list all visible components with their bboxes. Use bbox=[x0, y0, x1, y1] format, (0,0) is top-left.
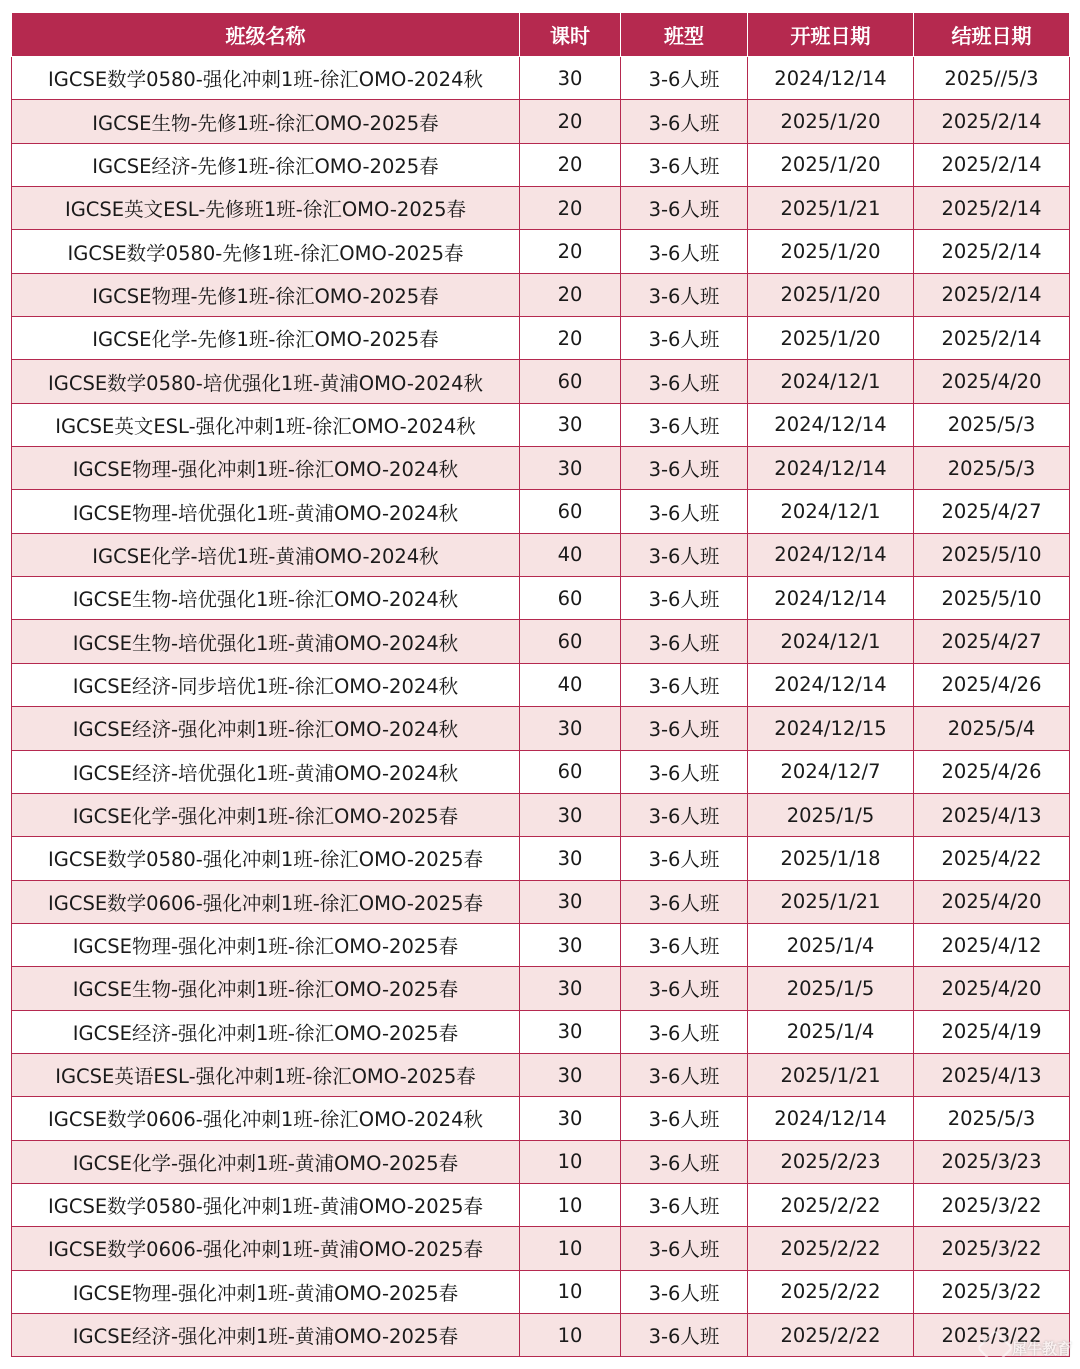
cell-end-date: 2025/5/4 bbox=[914, 707, 1070, 750]
cell-class-type: 3-6人班 bbox=[621, 230, 748, 273]
cell-end-date: 2025/3/23 bbox=[914, 1140, 1070, 1183]
cell-end-date: 2025/4/22 bbox=[914, 837, 1070, 880]
cell-class-type: 3-6人班 bbox=[621, 317, 748, 360]
table-row bbox=[12, 57, 1070, 100]
cell-end-date: 2025/3/22 bbox=[914, 1183, 1070, 1226]
cell-class-name: IGCSE数学0580-培优强化1班-黄浦OMO-2024秋 bbox=[12, 360, 520, 403]
cell-class-name: IGCSE化学-培优1班-黄浦OMO-2024秋 bbox=[12, 533, 520, 576]
cell-start-date: 2024/12/14 bbox=[748, 403, 914, 446]
cell-class-name: IGCSE化学-强化冲刺1班-徐汇OMO-2025春 bbox=[12, 793, 520, 836]
cell-start-date: 2025/1/20 bbox=[748, 273, 914, 316]
cell-hours: 30 bbox=[520, 707, 621, 750]
header-row bbox=[12, 13, 1070, 57]
cell-class-type: 3-6人班 bbox=[621, 707, 748, 750]
table-row bbox=[12, 230, 1070, 273]
cell-hours: 10 bbox=[520, 1227, 621, 1270]
table-row bbox=[12, 1227, 1070, 1270]
cell-class-name: IGCSE物理-先修1班-徐汇OMO-2025春 bbox=[12, 273, 520, 316]
table-row bbox=[12, 447, 1070, 490]
cell-hours: 20 bbox=[520, 317, 621, 360]
cell-start-date: 2025/1/21 bbox=[748, 1053, 914, 1096]
table-row bbox=[12, 1010, 1070, 1053]
cell-end-date: 2025/2/14 bbox=[914, 230, 1070, 273]
cell-class-name: IGCSE化学-先修1班-徐汇OMO-2025春 bbox=[12, 317, 520, 360]
cell-class-type: 3-6人班 bbox=[621, 1097, 748, 1140]
cell-class-type: 3-6人班 bbox=[621, 1227, 748, 1270]
cell-hours: 60 bbox=[520, 360, 621, 403]
cell-end-date: 2025/4/26 bbox=[914, 750, 1070, 793]
cell-start-date: 2024/12/14 bbox=[748, 663, 914, 706]
cell-class-name: IGCSE经济-同步培优1班-徐汇OMO-2024秋 bbox=[12, 663, 520, 706]
table-row bbox=[12, 750, 1070, 793]
cell-class-type: 3-6人班 bbox=[621, 273, 748, 316]
cell-class-name: IGCSE经济-强化冲刺1班-徐汇OMO-2024秋 bbox=[12, 707, 520, 750]
cell-class-type: 3-6人班 bbox=[621, 1270, 748, 1313]
table-row bbox=[12, 1140, 1070, 1183]
cell-class-type: 3-6人班 bbox=[621, 620, 748, 663]
cell-class-name: IGCSE数学0606-强化冲刺1班-徐汇OMO-2025春 bbox=[12, 880, 520, 923]
table-row bbox=[12, 1053, 1070, 1096]
cell-class-type: 3-6人班 bbox=[621, 750, 748, 793]
cell-hours: 30 bbox=[520, 403, 621, 446]
cell-hours: 30 bbox=[520, 793, 621, 836]
table-row bbox=[12, 1313, 1070, 1356]
cell-class-type: 3-6人班 bbox=[621, 1140, 748, 1183]
cell-hours: 40 bbox=[520, 663, 621, 706]
cell-start-date: 2024/12/1 bbox=[748, 490, 914, 533]
table-row bbox=[12, 317, 1070, 360]
cell-hours: 30 bbox=[520, 967, 621, 1010]
cell-start-date: 2024/12/15 bbox=[748, 707, 914, 750]
cell-class-name: IGCSE英文ESL-强化冲刺1班-徐汇OMO-2024秋 bbox=[12, 403, 520, 446]
header-hours: 课时 bbox=[520, 13, 621, 57]
cell-start-date: 2025/2/22 bbox=[748, 1270, 914, 1313]
cell-hours: 30 bbox=[520, 447, 621, 490]
cell-hours: 20 bbox=[520, 100, 621, 143]
cell-end-date: 2025/3/22 bbox=[914, 1313, 1070, 1356]
cell-hours: 60 bbox=[520, 490, 621, 533]
cell-class-name: IGCSE数学0606-强化冲刺1班-徐汇OMO-2024秋 bbox=[12, 1097, 520, 1140]
cell-class-type: 3-6人班 bbox=[621, 880, 748, 923]
cell-end-date: 2025/4/12 bbox=[914, 923, 1070, 966]
header-start-date: 开班日期 bbox=[748, 13, 914, 57]
cell-end-date: 2025/2/14 bbox=[914, 317, 1070, 360]
cell-class-type: 3-6人班 bbox=[621, 360, 748, 403]
cell-hours: 30 bbox=[520, 880, 621, 923]
cell-end-date: 2025/5/3 bbox=[914, 447, 1070, 490]
table-row bbox=[12, 620, 1070, 663]
table-header bbox=[12, 13, 1070, 57]
cell-hours: 10 bbox=[520, 1140, 621, 1183]
table-row bbox=[12, 1183, 1070, 1226]
cell-end-date: 2025/2/14 bbox=[914, 143, 1070, 186]
table-row bbox=[12, 1270, 1070, 1313]
cell-class-name: IGCSE数学0580-先修1班-徐汇OMO-2025春 bbox=[12, 230, 520, 273]
logo-icon bbox=[977, 1330, 1014, 1367]
cell-class-name: IGCSE经济-强化冲刺1班-徐汇OMO-2025春 bbox=[12, 1010, 520, 1053]
cell-class-name: IGCSE物理-培优强化1班-黄浦OMO-2024秋 bbox=[12, 490, 520, 533]
table-row bbox=[12, 533, 1070, 576]
cell-class-name: IGCSE经济-培优强化1班-黄浦OMO-2024秋 bbox=[12, 750, 520, 793]
cell-end-date: 2025/4/13 bbox=[914, 1053, 1070, 1096]
cell-class-name: IGCSE英文ESL-先修班1班-徐汇OMO-2025春 bbox=[12, 187, 520, 230]
table-row bbox=[12, 837, 1070, 880]
cell-end-date: 2025/5/3 bbox=[914, 403, 1070, 446]
cell-end-date: 2025/3/22 bbox=[914, 1227, 1070, 1270]
cell-hours: 20 bbox=[520, 143, 621, 186]
cell-class-type: 3-6人班 bbox=[621, 100, 748, 143]
table-row bbox=[12, 967, 1070, 1010]
table-row bbox=[12, 490, 1070, 533]
cell-start-date: 2025/1/20 bbox=[748, 317, 914, 360]
cell-class-type: 3-6人班 bbox=[621, 1183, 748, 1226]
cell-class-name: IGCSE数学0580-强化冲刺1班-黄浦OMO-2025春 bbox=[12, 1183, 520, 1226]
cell-class-type: 3-6人班 bbox=[621, 1053, 748, 1096]
cell-start-date: 2025/1/5 bbox=[748, 793, 914, 836]
cell-class-name: IGCSE经济-强化冲刺1班-黄浦OMO-2025春 bbox=[12, 1313, 520, 1356]
cell-class-type: 3-6人班 bbox=[621, 490, 748, 533]
cell-hours: 30 bbox=[520, 1097, 621, 1140]
cell-start-date: 2025/2/23 bbox=[748, 1140, 914, 1183]
cell-start-date: 2025/2/22 bbox=[748, 1227, 914, 1270]
header-class-type: 班型 bbox=[621, 13, 748, 57]
table-row bbox=[12, 923, 1070, 966]
cell-hours: 10 bbox=[520, 1313, 621, 1356]
table-row bbox=[12, 707, 1070, 750]
cell-end-date: 2025//5/3 bbox=[914, 57, 1070, 100]
cell-class-type: 3-6人班 bbox=[621, 143, 748, 186]
cell-class-type: 3-6人班 bbox=[621, 663, 748, 706]
cell-class-name: IGCSE数学0580-强化冲刺1班-徐汇OMO-2025春 bbox=[12, 837, 520, 880]
watermark-text: 犀牛教育 bbox=[1011, 1339, 1072, 1358]
cell-start-date: 2024/12/14 bbox=[748, 533, 914, 576]
cell-hours: 60 bbox=[520, 577, 621, 620]
cell-class-name: IGCSE生物-培优强化1班-徐汇OMO-2024秋 bbox=[12, 577, 520, 620]
cell-class-name: IGCSE生物-强化冲刺1班-徐汇OMO-2025春 bbox=[12, 967, 520, 1010]
cell-start-date: 2025/2/22 bbox=[748, 1313, 914, 1356]
cell-hours: 30 bbox=[520, 1053, 621, 1096]
cell-hours: 40 bbox=[520, 533, 621, 576]
cell-end-date: 2025/4/19 bbox=[914, 1010, 1070, 1053]
cell-start-date: 2024/12/14 bbox=[748, 57, 914, 100]
table-row bbox=[12, 577, 1070, 620]
cell-start-date: 2025/2/22 bbox=[748, 1183, 914, 1226]
cell-hours: 10 bbox=[520, 1270, 621, 1313]
cell-class-type: 3-6人班 bbox=[621, 403, 748, 446]
table-row bbox=[12, 663, 1070, 706]
cell-start-date: 2025/1/21 bbox=[748, 880, 914, 923]
cell-class-type: 3-6人班 bbox=[621, 923, 748, 966]
cell-start-date: 2024/12/1 bbox=[748, 620, 914, 663]
table-row bbox=[12, 1097, 1070, 1140]
cell-class-name: IGCSE经济-先修1班-徐汇OMO-2025春 bbox=[12, 143, 520, 186]
cell-class-type: 3-6人班 bbox=[621, 187, 748, 230]
cell-class-type: 3-6人班 bbox=[621, 793, 748, 836]
cell-end-date: 2025/4/13 bbox=[914, 793, 1070, 836]
class-schedule-table bbox=[11, 12, 1070, 1357]
cell-start-date: 2025/1/4 bbox=[748, 1010, 914, 1053]
cell-start-date: 2024/12/7 bbox=[748, 750, 914, 793]
cell-hours: 20 bbox=[520, 230, 621, 273]
header-class-name: 班级名称 bbox=[12, 13, 520, 57]
cell-start-date: 2024/12/14 bbox=[748, 577, 914, 620]
cell-end-date: 2025/4/27 bbox=[914, 620, 1070, 663]
cell-end-date: 2025/4/26 bbox=[914, 663, 1070, 706]
table-row bbox=[12, 360, 1070, 403]
cell-class-name: IGCSE生物-培优强化1班-黄浦OMO-2024秋 bbox=[12, 620, 520, 663]
table-body bbox=[12, 57, 1070, 1357]
cell-class-type: 3-6人班 bbox=[621, 1313, 748, 1356]
cell-class-type: 3-6人班 bbox=[621, 57, 748, 100]
cell-class-name: IGCSE生物-先修1班-徐汇OMO-2025春 bbox=[12, 100, 520, 143]
cell-class-name: IGCSE物理-强化冲刺1班-徐汇OMO-2025春 bbox=[12, 923, 520, 966]
cell-start-date: 2025/1/4 bbox=[748, 923, 914, 966]
cell-end-date: 2025/4/20 bbox=[914, 967, 1070, 1010]
table-row bbox=[12, 187, 1070, 230]
cell-class-type: 3-6人班 bbox=[621, 533, 748, 576]
table-row bbox=[12, 100, 1070, 143]
cell-class-name: IGCSE数学0580-强化冲刺1班-徐汇OMO-2024秋 bbox=[12, 57, 520, 100]
cell-class-type: 3-6人班 bbox=[621, 967, 748, 1010]
cell-class-name: IGCSE数学0606-强化冲刺1班-黄浦OMO-2025春 bbox=[12, 1227, 520, 1270]
watermark bbox=[982, 1335, 1072, 1361]
cell-end-date: 2025/2/14 bbox=[914, 187, 1070, 230]
cell-hours: 20 bbox=[520, 187, 621, 230]
cell-hours: 30 bbox=[520, 57, 621, 100]
cell-end-date: 2025/5/10 bbox=[914, 533, 1070, 576]
cell-start-date: 2025/1/20 bbox=[748, 230, 914, 273]
cell-end-date: 2025/5/3 bbox=[914, 1097, 1070, 1140]
cell-class-name: IGCSE物理-强化冲刺1班-徐汇OMO-2024秋 bbox=[12, 447, 520, 490]
cell-hours: 60 bbox=[520, 750, 621, 793]
table-row bbox=[12, 793, 1070, 836]
cell-end-date: 2025/2/14 bbox=[914, 100, 1070, 143]
cell-hours: 30 bbox=[520, 923, 621, 966]
cell-end-date: 2025/3/22 bbox=[914, 1270, 1070, 1313]
cell-hours: 10 bbox=[520, 1183, 621, 1226]
header-end-date: 结班日期 bbox=[914, 13, 1070, 57]
cell-class-type: 3-6人班 bbox=[621, 577, 748, 620]
cell-class-name: IGCSE化学-强化冲刺1班-黄浦OMO-2025春 bbox=[12, 1140, 520, 1183]
cell-end-date: 2025/4/27 bbox=[914, 490, 1070, 533]
cell-class-type: 3-6人班 bbox=[621, 1010, 748, 1053]
cell-hours: 20 bbox=[520, 273, 621, 316]
cell-start-date: 2025/1/5 bbox=[748, 967, 914, 1010]
cell-hours: 60 bbox=[520, 620, 621, 663]
cell-hours: 30 bbox=[520, 1010, 621, 1053]
cell-hours: 30 bbox=[520, 837, 621, 880]
cell-end-date: 2025/4/20 bbox=[914, 880, 1070, 923]
cell-start-date: 2025/1/20 bbox=[748, 100, 914, 143]
cell-start-date: 2025/1/20 bbox=[748, 143, 914, 186]
cell-start-date: 2024/12/1 bbox=[748, 360, 914, 403]
cell-class-name: IGCSE英语ESL-强化冲刺1班-徐汇OMO-2025春 bbox=[12, 1053, 520, 1096]
cell-end-date: 2025/5/10 bbox=[914, 577, 1070, 620]
table-row bbox=[12, 143, 1070, 186]
cell-end-date: 2025/2/14 bbox=[914, 273, 1070, 316]
cell-class-name: IGCSE物理-强化冲刺1班-黄浦OMO-2025春 bbox=[12, 1270, 520, 1313]
table-row bbox=[12, 880, 1070, 923]
cell-start-date: 2024/12/14 bbox=[748, 447, 914, 490]
cell-class-type: 3-6人班 bbox=[621, 447, 748, 490]
cell-start-date: 2025/1/18 bbox=[748, 837, 914, 880]
cell-start-date: 2024/12/14 bbox=[748, 1097, 914, 1140]
cell-class-type: 3-6人班 bbox=[621, 837, 748, 880]
table-row bbox=[12, 273, 1070, 316]
cell-start-date: 2025/1/21 bbox=[748, 187, 914, 230]
table-row bbox=[12, 403, 1070, 446]
cell-end-date: 2025/4/20 bbox=[914, 360, 1070, 403]
